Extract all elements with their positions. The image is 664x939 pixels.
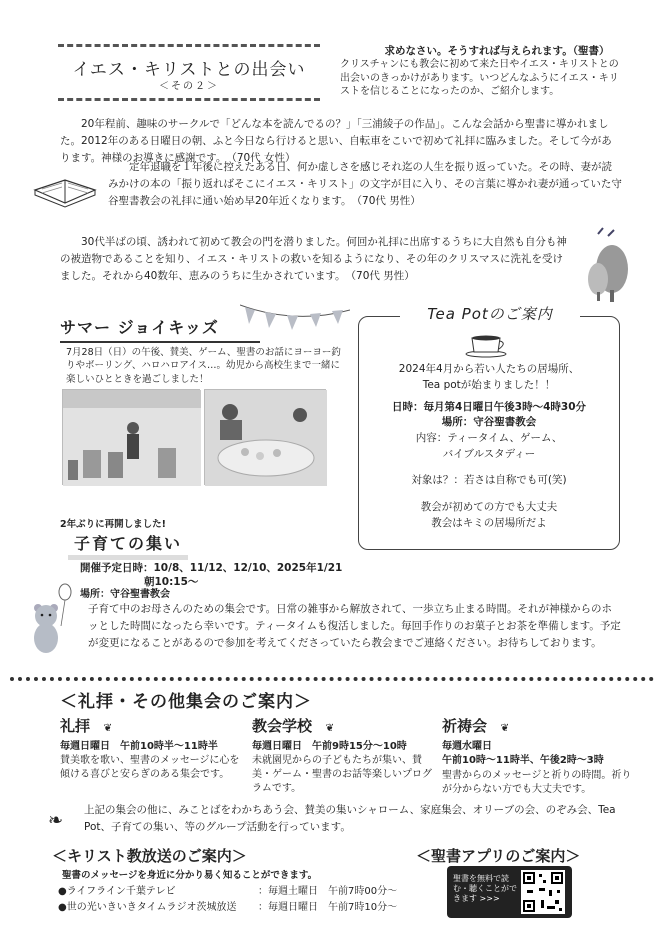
teapot-content [362, 362, 616, 532]
service-prayer [442, 716, 632, 797]
teapot-content2: バイブルスタディー [442, 447, 536, 460]
section-divider [10, 677, 654, 681]
title-divider-bottom [58, 98, 320, 101]
leaf-icon: ❧ [48, 810, 64, 831]
leaf-icon: ❦ [500, 722, 510, 734]
testimony-3: 30代半ばの頃、誘われて初めて教会の門を潜りました。何回か礼拝に出席するうちに大自然も自分も神の被造物であることを知り、イエス・キリストの救いを知るようになり、その年のクリスマスに洗礼を受けました。それから40数年、恵みのうちに生かされています。 （70代 男性） [60, 236, 567, 282]
broadcast-name: ●世の光いきいきタイムラジオ茨城放送 [58, 901, 237, 913]
testimony-2: 定年退職を１年後に控えたある日、何か虚しさを感じそれ迄の人生を振り返っていた。その時、妻が読みかけの本の「振り返ればそこにイエス・キリスト」の文字が目に入り、その言葉に導かれ妻が通っていた守谷聖書教会の礼拝に通い始め早20年近くなります。 （70代 男性） [108, 161, 622, 207]
service-desc: 未就園児からの子どもたちが集い、賛美・ゲーム・聖書のお話等楽しいプログラムです。 [252, 755, 432, 795]
book-icon [30, 165, 100, 210]
broadcast-time: ：毎週土曜日 午前7時00分～ [258, 886, 398, 897]
summer-photo-1 [62, 389, 200, 485]
service-when: 毎週日曜日 午前10時半～11時半 [60, 740, 218, 752]
childcare-schedule: 開催予定日時：10/8、11/12、12/10、2025年1/21 [80, 562, 343, 574]
other-gatherings: 上記の集会の他に、みことばをわかちあう会、賛美の集いシャローム、家庭集会、オリーブの会、のぞみ会、Tea Pot、子育ての集い、等のグループ活動を行っています。 [84, 804, 616, 833]
app-qr-text: 聖書を無料で読む・聴くことができます >>> [453, 874, 517, 903]
service-desc: 聖書からのメッセージと祈りの時間。祈りが分からない方でも大丈夫です。 [442, 769, 632, 795]
childcare-time: 朝10:15～ [144, 576, 199, 588]
childcare-description: 子育て中のお母さんのための集会です。日常の雑事から解放されて、一歩立ち止まる時間。それが神様からのホッとした時間になったら幸いです。ティータイムも復活しました。毎回手作りのお菓子とお茶を準備します。予定が変更になることがあるので参加を考えてくださっていたら教会までご連絡ください。お待ちしております。 [88, 603, 621, 649]
coffee-cup-icon [464, 332, 510, 358]
childcare-title: 子育ての集い [68, 532, 188, 560]
service-school [252, 716, 432, 796]
service-name: 教会学校 [252, 717, 313, 735]
bear-balloon-icon [28, 582, 76, 656]
tree-icon [578, 224, 638, 304]
summer-photo-2 [204, 389, 326, 485]
testimony-1: 20年程前、趣味のサークルで「どんな本を読んでるの？」「三浦綾子の作品」。こんな会話から聖書に導かれました。2012年のある日曜日の朝、ふと今日なら行けると思い、自転車をこいで初めて礼拝に臨みました。そして今があります。神様のお導きに感謝です。 （70代 女性） [60, 118, 612, 164]
service-name: 礼拝 [60, 717, 91, 735]
service-worship [60, 716, 240, 782]
teapot-welcome1: 教会が初めての方でも大丈夫 [420, 501, 558, 514]
teapot-welcome2: 教会はキミの居場所だよ [431, 517, 547, 529]
app-qr-card[interactable] [447, 866, 572, 918]
childcare-place: 場所：守谷聖書教会 [80, 589, 170, 600]
teapot-title: Tea Potのご案内 [400, 304, 580, 330]
service-when: 毎週日曜日 午前9時15分～10時 [252, 740, 407, 752]
leaf-icon: ❦ [325, 722, 335, 734]
title-divider-top [58, 44, 320, 47]
bunting-icon [240, 300, 350, 340]
broadcast-lead: 聖書のメッセージを身近に分かり易く知ることができます。 [62, 870, 318, 881]
intro-text: クリスチャンにも教会に初めて来た日やイエス・キリストとの出会いのきっかけがあります。いつどんなふうにイエス・キリストを信じることになったのか、ご紹介します。 [340, 59, 619, 97]
broadcast-item [58, 884, 397, 900]
teapot-line2: Tea potが始まりました！！ [422, 378, 556, 391]
broadcast-item [58, 900, 397, 916]
service-when2: 午前10時～11時半、午後2時～3時 [442, 755, 604, 767]
teapot-target: 対象は？：若さは自称でも可(笑) [411, 473, 567, 486]
teapot-place: 場所：守谷聖書教会 [441, 416, 537, 429]
broadcast-name: ●ライフライン千葉テレビ [58, 886, 176, 897]
summer-title: サマー ジョイキッズ [60, 318, 219, 337]
app-title: ＜聖書アプリのご案内＞ [416, 847, 581, 865]
qr-code-icon[interactable] [521, 870, 565, 914]
service-when: 毎週水曜日 [442, 740, 492, 752]
teapot-content1: 内容：ティータイム、ゲーム、 [415, 432, 563, 444]
teapot-date: 日時：毎月第4日曜日午後3時～4時30分 [391, 400, 587, 413]
summer-header [60, 316, 260, 343]
broadcast-time: ：毎週日曜日 午前7時10分～ [258, 901, 398, 913]
summer-description: 7月28日（日）の午後、賛美、ゲーム、聖書のお話にヨーヨー釣りやボーリング、ハロハロアイス…。幼児から高校生まで一緒に楽しいひとときを過ごしました！ [66, 347, 341, 385]
page-title: イエス・キリストとの出会い [72, 60, 306, 80]
services-title: ＜礼拝・その他集会のご案内＞ [60, 692, 312, 712]
quote: 求めなさい。そうすれば与えられます。（聖書） [384, 45, 610, 57]
leaf-icon: ❦ [103, 722, 113, 734]
teapot-line1: 2024年4月から若い人たちの居場所、 [398, 363, 580, 375]
childcare-tag: 2年ぶりに再開しました! [60, 519, 166, 530]
service-name: 祈祷会 [442, 717, 488, 735]
broadcast-title: ＜キリスト教放送のご案内＞ [52, 847, 247, 865]
service-desc: 賛美歌を歌い、聖書のメッセージに心を傾ける喜びと安らぎのある集会です。 [60, 755, 240, 781]
page-subtitle: ＜その２＞ [159, 81, 219, 92]
broadcast-list [58, 884, 397, 915]
